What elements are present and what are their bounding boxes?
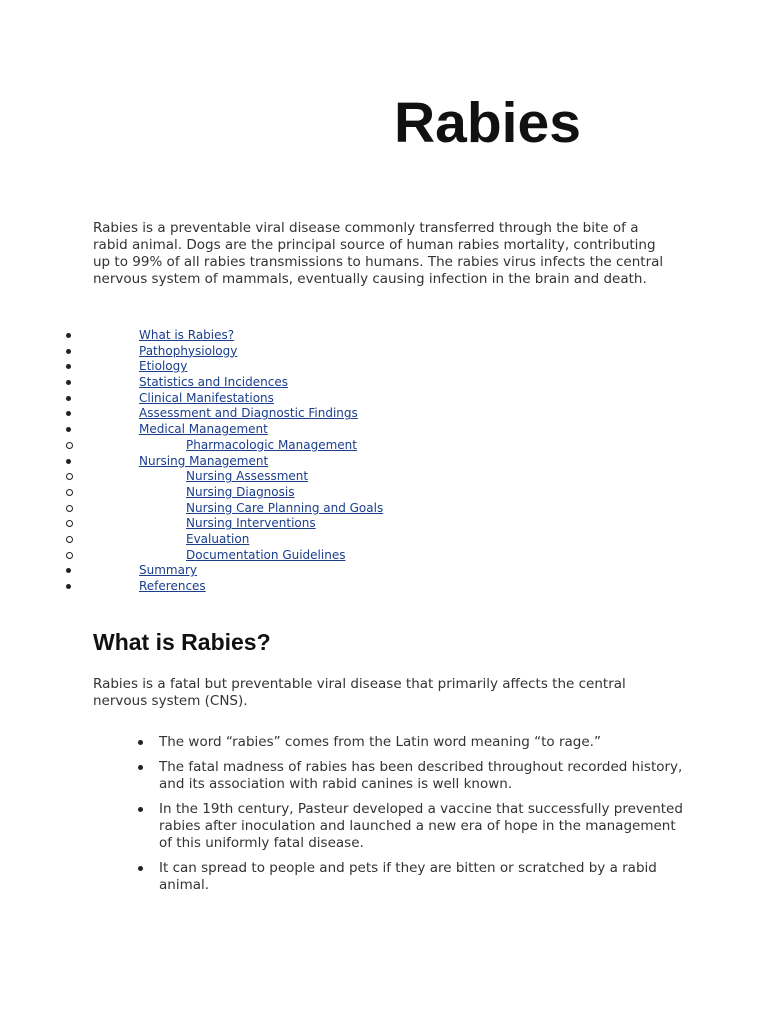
section-heading: What is Rabies? [93, 629, 271, 655]
toc-link[interactable]: Medical Management [139, 422, 268, 437]
list-item-text: The word “rabies” comes from the Latin word meaning “to rage.” [159, 734, 601, 750]
toc-link[interactable]: Pharmacologic Management [186, 437, 357, 452]
circle-bullet-icon [66, 552, 73, 559]
toc-item [0, 375, 768, 391]
toc-link[interactable]: Evaluation [186, 531, 250, 546]
bullet-icon [66, 333, 71, 338]
bullet-icon [66, 396, 71, 401]
bullet-icon [66, 459, 71, 464]
bullet-icon [66, 380, 71, 385]
toc-link[interactable]: What is Rabies? [139, 328, 235, 342]
list-item [0, 759, 684, 793]
toc-item [0, 563, 768, 579]
toc-link[interactable]: Nursing Assessment [186, 469, 309, 484]
bullet-icon [66, 349, 71, 354]
circle-bullet-icon [66, 473, 73, 480]
page-title: Rabies [394, 91, 581, 155]
list-item [0, 860, 684, 894]
bullet-icon [66, 364, 71, 369]
toc-item [0, 501, 768, 517]
toc-item [0, 485, 768, 501]
toc-link[interactable]: Clinical Manifestations [139, 390, 274, 405]
circle-bullet-icon [66, 442, 73, 449]
toc-item [0, 359, 768, 375]
circle-bullet-icon [66, 505, 73, 512]
toc-item [0, 548, 768, 564]
circle-bullet-icon [66, 489, 73, 496]
section-paragraph: Rabies is a fatal but preventable viral disease that primarily affects the central nervous system (CNS). [93, 676, 626, 709]
toc-link[interactable]: Etiology [139, 359, 188, 374]
bullet-icon [138, 740, 143, 745]
toc-item [0, 422, 768, 438]
toc-item [0, 438, 768, 454]
bullet-icon [66, 427, 71, 432]
toc-item [0, 454, 768, 470]
list-item [0, 801, 684, 852]
table-of-contents [0, 328, 768, 595]
toc-item [0, 391, 768, 407]
list-item-text: In the 19th century, Pasteur developed a vaccine that successfully prevented rabies after inoculation and launched a new era of hope in the management of this uniformly fatal disease. [159, 801, 683, 851]
bullet-icon [138, 765, 143, 770]
toc-item [0, 579, 768, 595]
circle-bullet-icon [66, 536, 73, 543]
bullet-icon [138, 807, 143, 812]
list-item-text: The fatal madness of rabies has been described throughout recorded history, and its association with rabid canines is well known. [159, 759, 683, 792]
bullet-icon [138, 866, 143, 871]
toc-link[interactable]: References [139, 579, 206, 593]
toc-link[interactable]: Documentation Guidelines [186, 547, 346, 562]
toc-item [0, 516, 768, 532]
list-item [0, 734, 684, 751]
toc-link[interactable]: Nursing Diagnosis [186, 484, 295, 499]
toc-item [0, 406, 768, 422]
toc-link[interactable]: Summary [139, 563, 197, 578]
toc-link[interactable]: Nursing Care Planning and Goals [186, 500, 384, 515]
toc-item [0, 328, 768, 344]
bullet-icon [66, 568, 71, 573]
bullet-icon [66, 584, 71, 589]
toc-item [0, 469, 768, 485]
toc-link[interactable]: Nursing Management [139, 453, 269, 468]
list-item-text: It can spread to people and pets if they are bitten or scratched by a rabid animal. [159, 860, 657, 893]
toc-link[interactable]: Statistics and Incidences [139, 375, 288, 390]
circle-bullet-icon [66, 520, 73, 527]
bullet-icon [66, 411, 71, 416]
toc-link[interactable]: Nursing Interventions [186, 516, 316, 531]
toc-link[interactable]: Assessment and Diagnostic Findings [139, 406, 358, 421]
fact-list [0, 734, 768, 902]
toc-item [0, 532, 768, 548]
toc-link[interactable]: Pathophysiology [139, 343, 238, 358]
intro-paragraph: Rabies is a preventable viral disease commonly transferred through the bite of a rabid animal. Dogs are the principal source of human rabies mortality, contributing up to 99% of all rabies transmissions to humans. The rabies virus infects the central nervous system of mammals, eventually causing infection in the brain and death. [93, 220, 664, 287]
toc-item [0, 344, 768, 360]
